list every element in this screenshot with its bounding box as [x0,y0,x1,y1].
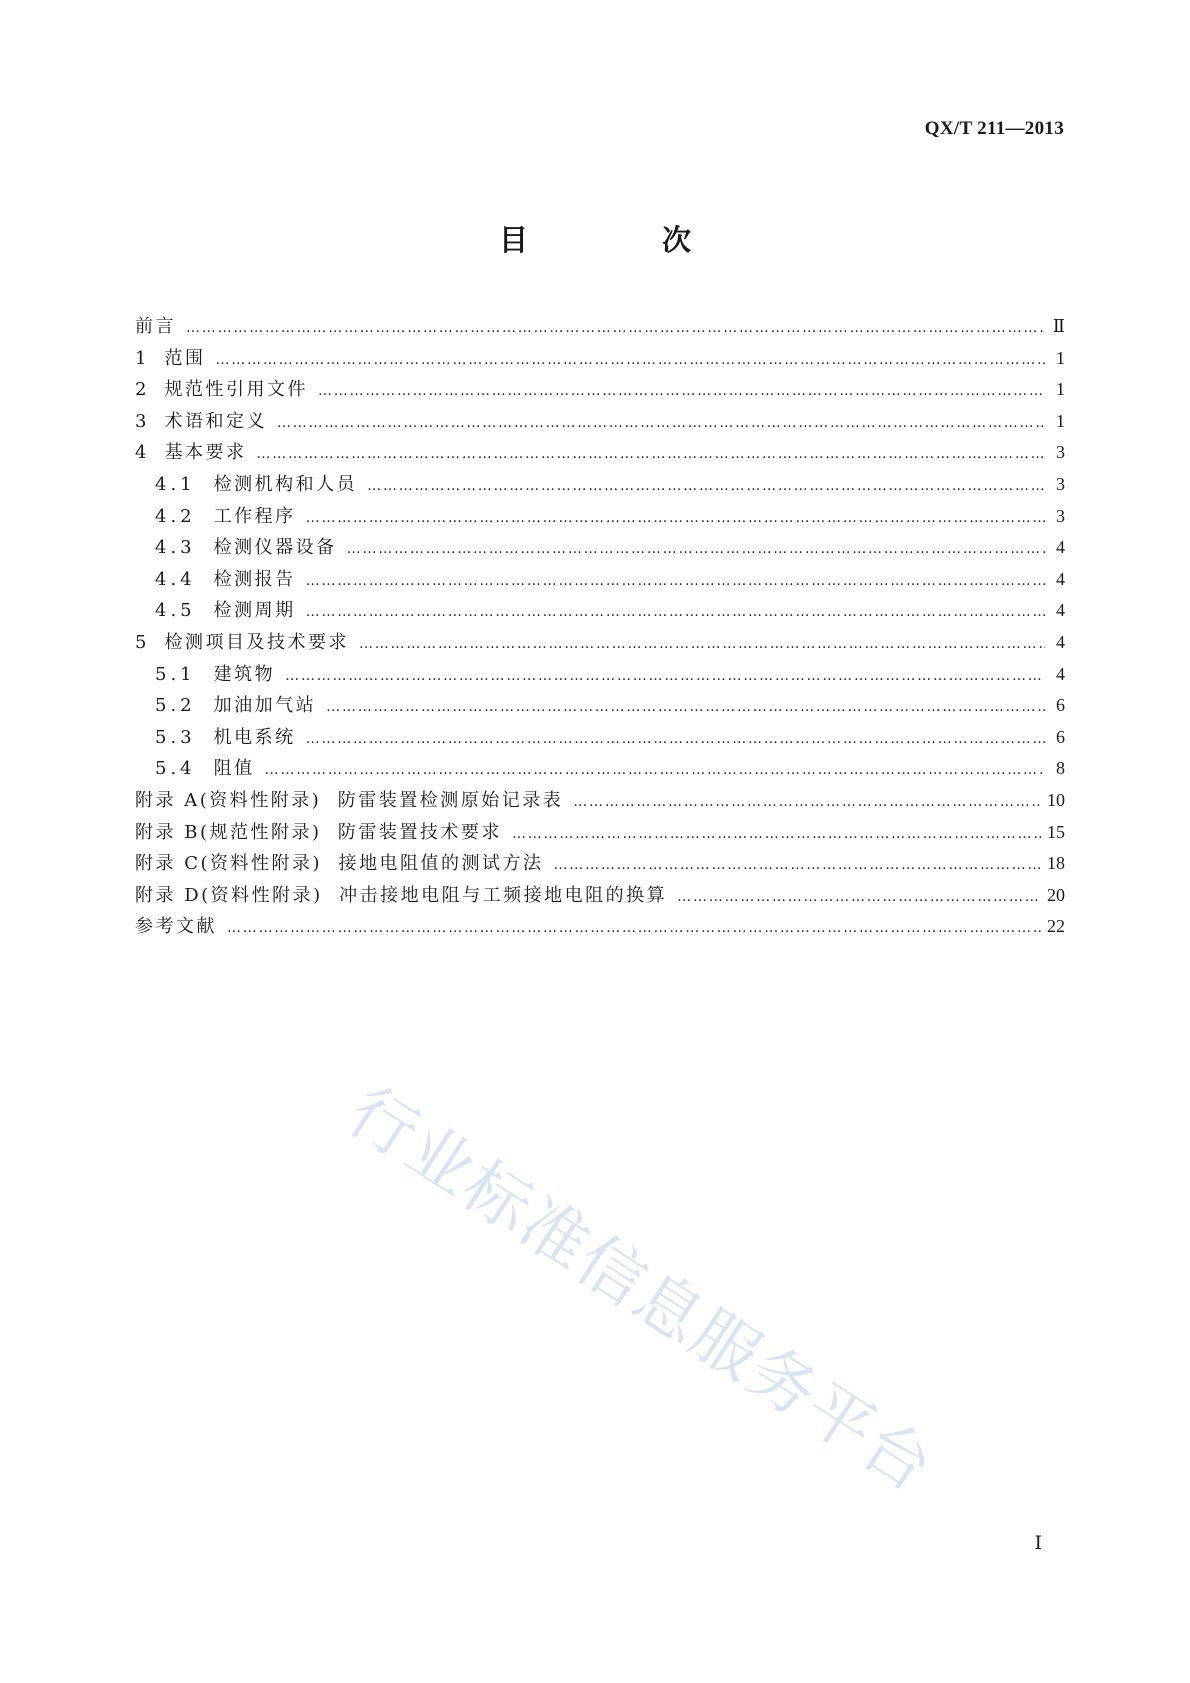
toc-entry-number: 4.3 [155,537,196,559]
toc-entry-label: 附录 B(规范性附录) 防雷装置技术要求 [135,821,502,843]
toc-entry-label: 前言 [135,316,176,337]
toc-entry-number: 5.4 [155,758,196,780]
toc-entry-label: 附录 A(资料性附录) 防雷装置检测原始记录表 [135,789,564,811]
toc-entry-label: 术语和定义 [164,410,267,432]
dot-leader [256,439,1045,469]
toc-entry-number: 4.1 [155,473,196,495]
toc-entry-page: 1 [1056,379,1065,400]
toc-entry-5[interactable] [135,627,1065,659]
toc-entry-label: 检测仪器设备 [213,537,337,559]
toc-entry-page: 15 [1047,821,1065,842]
document-code: QX/T 211—2013 [924,118,1064,139]
toc-entry-label: 检测周期 [213,600,296,622]
toc-entry-label: 参考文献 [135,916,217,938]
toc-entry-page: 4 [1056,600,1065,621]
toc-entry-label: 工作程序 [213,505,296,527]
toc-entry-page: 8 [1056,758,1065,779]
toc-entry-appendix-b[interactable] [135,817,1065,849]
dot-leader [553,850,1041,880]
toc-entry-5-1[interactable] [135,659,1065,691]
toc-entry-appendix-c[interactable] [135,848,1065,880]
toc-entry-number: 3 [135,410,151,432]
dot-leader [347,534,1045,564]
dot-leader [186,313,1045,343]
toc-entry-page: 3 [1056,505,1065,526]
toc-entry-page: 3 [1056,442,1065,463]
dot-leader [306,597,1045,627]
toc-entry-1[interactable] [135,343,1065,375]
toc-entry-4-4[interactable] [135,564,1065,596]
toc-entry-5-2[interactable] [135,690,1065,722]
toc-entry-4-5[interactable] [135,595,1065,627]
toc-entry-4-1[interactable] [135,469,1065,501]
toc-entry-5-4[interactable] [135,753,1065,785]
toc-entry-foreword[interactable] [135,311,1065,343]
toc-entry-number: 5.1 [155,663,196,685]
toc-entry-page: 1 [1056,347,1065,368]
dot-leader [573,787,1041,817]
dot-leader [326,692,1045,722]
toc-entry-label: 规范性引用文件 [164,379,308,401]
toc-entry-4-2[interactable] [135,501,1065,533]
toc-title: 目 次 [498,223,754,257]
toc-entry-3[interactable] [135,406,1065,438]
toc-entry-label: 基本要求 [164,442,247,464]
toc-entry-page: 1 [1056,410,1065,431]
toc-entry-number: 4.4 [155,568,196,590]
toc-entry-4-3[interactable] [135,532,1065,564]
toc-entry-page: 3 [1056,473,1065,494]
dot-leader [227,913,1041,943]
toc-entry-page: 4 [1056,631,1065,652]
toc-entry-label: 加油加气站 [213,695,317,717]
toc-entry-number: 4.5 [155,600,196,622]
toc-entry-5-3[interactable] [135,722,1065,754]
toc-entry-page: 18 [1047,853,1065,874]
dot-leader [265,755,1045,785]
toc-entry-number: 5.3 [155,726,196,748]
dot-leader [285,661,1045,691]
dot-leader [359,629,1045,659]
toc-entry-page: 22 [1047,916,1065,937]
toc-entry-number: 2 [135,379,151,401]
dot-leader [512,819,1041,849]
toc-entry-number: 5 [135,631,151,653]
toc-entry-label: 附录 D(资料性附录) 冲击接地电阻与工频接地电阻的换算 [135,884,668,906]
toc-entry-number: 4 [135,442,151,464]
toc-entry-bibliography[interactable] [135,911,1065,943]
toc-entry-2[interactable] [135,374,1065,406]
toc-entry-label: 附录 C(资料性附录) 接地电阻值的测试方法 [135,853,544,875]
toc-entry-page: 4 [1056,663,1065,684]
toc-entry-label: 检测机构和人员 [213,473,358,495]
toc-entry-page: 4 [1056,568,1065,589]
toc-entry-label: 机电系统 [213,726,296,748]
dot-leader [215,345,1045,375]
toc-entry-label: 检测报告 [213,568,296,590]
toc-entry-label: 检测项目及技术要求 [164,631,349,653]
toc-entry-page: 4 [1056,537,1065,558]
dot-leader [367,471,1045,501]
toc-entry-appendix-a[interactable] [135,785,1065,817]
toc-entry-label: 范围 [164,347,206,369]
toc-entry-page: 10 [1047,789,1065,810]
dot-leader [277,408,1045,438]
toc-entry-number: 1 [135,347,151,369]
toc-entry-number: 5.2 [155,695,196,717]
toc-entry-number: 4.2 [155,505,196,527]
toc-entry-page: 20 [1047,884,1065,905]
dot-leader [677,882,1041,912]
table-of-contents [135,311,1065,943]
dot-leader [318,376,1045,406]
page-number: Ⅰ [1034,1533,1042,1554]
toc-entry-page: 6 [1056,695,1065,716]
toc-entry-4[interactable] [135,437,1065,469]
toc-entry-page: 6 [1056,726,1065,747]
toc-entry-label: 阻值 [213,758,255,780]
watermark: 行业标准信息服务平台 [334,1072,948,1508]
dot-leader [306,503,1045,533]
toc-entry-appendix-d[interactable] [135,880,1065,912]
dot-leader [306,566,1045,596]
toc-entry-page: Ⅱ [1052,316,1065,336]
toc-entry-label: 建筑物 [213,663,276,685]
dot-leader [306,724,1045,754]
